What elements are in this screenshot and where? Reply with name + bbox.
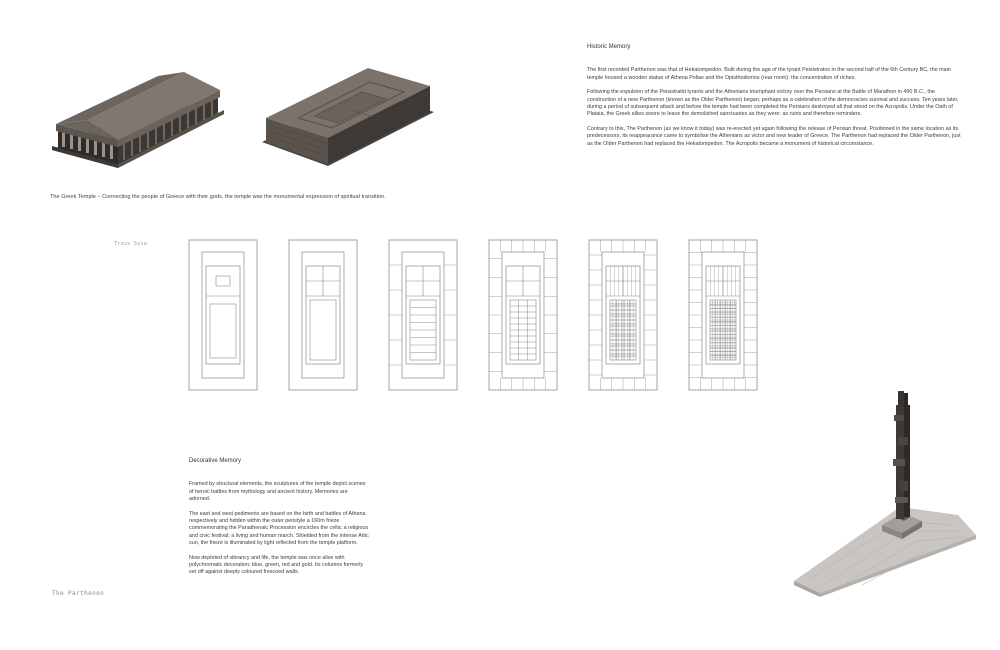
plan-drawing	[589, 240, 657, 390]
decorative-paragraph: Framed by structural elements, the sculptures of the temple depict scenes of heroic battles from mythology and ancient history. Memories are adorned.	[189, 481, 366, 503]
plan-drawing	[289, 240, 357, 390]
historic-paragraph: Contrary to this, The Parthenon (as we know it today) was re-erected yet again following the release of Persian threat. Positioned in the same location as its predecessors, its reappearance came to symbolise the Athenians as victor and new leader of Greece. The Parthenon had replaced the Older Parthenon, just as the Older Parthenon had replaced the Hekatompedon. The Acropolis became a monument of historical circumstance.	[587, 125, 961, 147]
historic-memory-title: Historic Memory	[587, 44, 631, 50]
plan-drawing	[489, 240, 557, 390]
temple-render-peristyle	[48, 50, 228, 170]
footer-title: The Parthenon	[52, 590, 105, 597]
decorative-memory-title: Decorative Memory	[189, 458, 242, 464]
sequence-label: Trouv Sysa	[114, 241, 148, 247]
plan-drawing	[189, 240, 257, 390]
decorative-paragraph: Now depleted of vibrancy and life, the temple was once alive with polychromatic decoration; blue, green, red and gold. Its columns formerly set off against deeply coloured frescoed walls.	[189, 554, 364, 576]
historic-paragraph: Following the expulsion of the Peisistratid tyrants and the Athenians triumphant victory over the Persians at the Battle of Marathon in 490 B.C., the construction of a new Parthenon (known as the Older Parthenon) began; perhaps as a celebration of the democracies survival and success. Ten years later, during a period of subsequent attack and before the temple had been completed the Persians destroyed all that stood on the Acropolis. Under the Oath of Plataia, the Greek allies swore to leave the demolished sanctuaries as they were: as ruins and therefore reminders.	[587, 89, 959, 118]
decorative-memory-section	[189, 458, 369, 584]
historic-memory-section	[587, 44, 962, 155]
historic-paragraph: The first recorded Parthenon was that of Hekatompedon. Built during the age of the tyrant Peisistratos in the second half of the 6th Century BC, the main temple housed a wooden statue of Athena Polias and the Opisthodomos (rear room): the concentration of riches.	[587, 67, 951, 81]
plan-drawing	[689, 240, 757, 390]
decorative-paragraph: The east and west pediments are based on the birth and battles of Athena respectively and hidden within the outer peristyle a 160m frieze commemorating the Panathenaic Procession encircles the cella; a religious and civic festival; a living and human march. Shielded from the intense Attic sun, the frieze is illuminated by light reflected from the temple platform.	[189, 510, 369, 547]
plan-drawing	[389, 240, 457, 390]
plan-sequence	[188, 239, 758, 391]
plan-sequence-drawings	[188, 239, 758, 391]
tower-model-render	[790, 385, 980, 600]
temple-render-block	[258, 50, 438, 170]
temple-caption: The Greek Temple – Connecting the people of Greece with their gods, the temple was the monumental expression of spiritual transition.	[50, 194, 386, 200]
